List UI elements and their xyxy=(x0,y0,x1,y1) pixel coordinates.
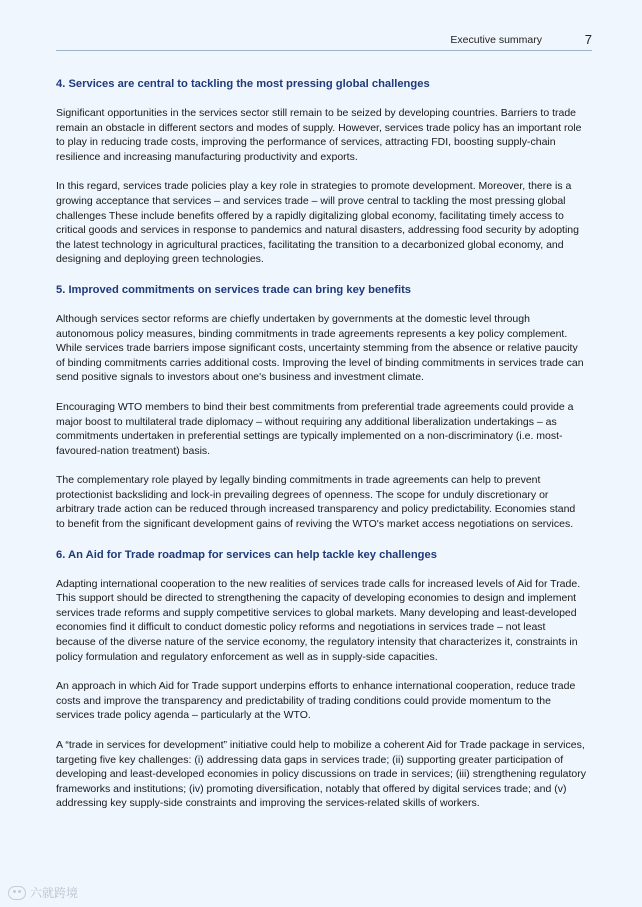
page-number: 7 xyxy=(584,32,592,47)
header-title: Executive summary xyxy=(450,34,542,46)
chat-bubble-icon xyxy=(8,886,26,900)
paragraph: Significant opportunities in the services sector still remain to be seized by developing countries. Barriers to trade remain an obstacle in different sectors and modes of supply. However, services trade policy has an important role to play in reducing trade costs, improving the performance of services, attracting FDI, boosting supply-chain resilience and increasing manufacturing productivity and exports. xyxy=(56,107,582,163)
paragraph: Adapting international cooperation to the new realities of services trade calls for increased levels of Aid for Trade. This support should be directed to strengthening the capacity of developing economies to design and implement services trade reforms and supply competitive services to global markets. Many developing and least-developed economies find it difficult to conduct domestic policy reforms and negotiations in services trade – not least because of the diverse nature of the service economy, the regulatory intensity that characterizes it, constraints in policy formulation and regulatory enforcement as well as in supply-side capacities. xyxy=(56,577,581,663)
paragraph: In this regard, services trade policies play a key role in strategies to promote development. Moreover, there is a growing acceptance that services – and services trade – will prove central to tackling the most pressing global challenges These include benefits offered by a rapidly digitalizing global economy, facilitating timely access to critical goods and services in response to pandemics and natural disasters, addressing food security by adopting the latest technology in agricultural practices, facilitating the transition to a decarbonized global economy, and designing and deploying green technologies. xyxy=(56,180,579,266)
section-heading: 5. Improved commitments on services trade can bring key benefits xyxy=(56,283,412,296)
section-5 xyxy=(56,282,586,532)
watermark-text: 六就跨境 xyxy=(30,886,79,900)
paragraph: An approach in which Aid for Trade support underpins efforts to enhance international cooperation, reduce trade costs and improve the transparency and predictability of trading conditions could provide momentum to the services trade policy agenda – particularly at the WTO. xyxy=(56,680,576,722)
section-6 xyxy=(56,547,586,811)
paragraph: The complementary role played by legally binding commitments in trade agreements can help to prevent protectionist backsliding and lock-in prevailing degrees of openness. The scope for unduly discretionary or arbitrary trade action can be reduced through increased transparency and policy predictability. Economies stand to benefit from the significant development gains of reviving the WTO's market access negotiations on services. xyxy=(56,474,576,531)
section-4 xyxy=(56,76,586,267)
page-header xyxy=(56,34,592,51)
paragraph: A “trade in services for development” initiative could help to mobilize a coherent Aid for Trade package in services, targeting five key challenges: (i) addressing data gaps in services trade; (ii) supporting greater participation of developing and least-developed economies in policy discussions on trade in services; (iii) strengthening regulatory frameworks and institutions; (iv) promoting diversification, notably that offered by digital services trade; and (v) addressing key supply-side constraints and improving the services-related skills of workers. xyxy=(56,739,586,810)
document-body xyxy=(56,76,586,826)
section-heading: 4. Services are central to tackling the most pressing global challenges xyxy=(56,78,430,90)
section-heading: 6. An Aid for Trade roadmap for services can help tackle key challenges xyxy=(56,548,437,561)
paragraph: Encouraging WTO members to bind their best commitments from preferential trade agreements could provide a major boost to multilateral trade diplomacy – without requiring any additional liberalization undertakings – as commitments undertaken in preferential settings are typically implemented on a non-discriminatory (i.e. most-favoured-nation treatment) basis. xyxy=(56,400,574,457)
watermark xyxy=(8,884,78,901)
paragraph: Although services sector reforms are chiefly undertaken by governments at the domestic level through autonomous policy measures, binding commitments in trade agreements represents a key policy complement. While services trade barriers impose significant costs, uncertainty stemming from the absence or relative paucity of binding commitments carries additional costs. Improving the level of binding commitments in services trade can send positive signals to investors about one's business and investment climate. xyxy=(56,312,584,384)
